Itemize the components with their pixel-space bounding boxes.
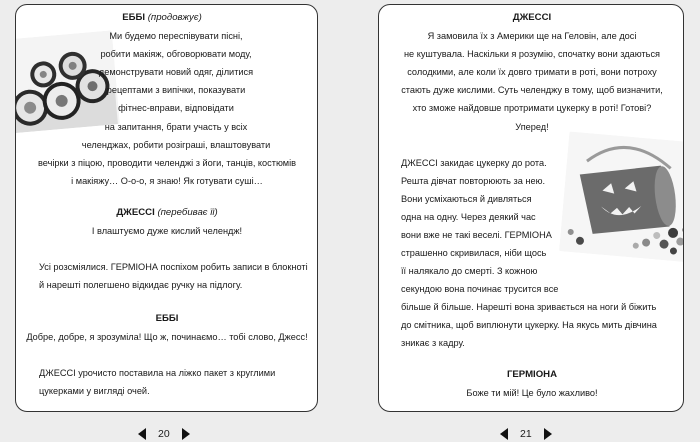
jessie-name: ДЖЕССІ (перебиває її) xyxy=(116,207,218,218)
jessie-line-2: не куштувала. Наскільки я розумію, спочатку вони здаються xyxy=(403,49,661,59)
ebbi-line-7: челенджах, робити розіграші, влаштовувати xyxy=(81,140,271,150)
prev-page-icon[interactable] xyxy=(500,428,508,440)
jessie-name-right: ДЖЕССІ xyxy=(512,12,552,23)
ebbi-line-2: робити макіяж, обговорювати моду, xyxy=(100,49,252,59)
next-page-icon[interactable] xyxy=(544,428,552,440)
hermione-line: Боже ти мій! Це було жахливо! xyxy=(466,388,598,398)
action-right-9: більше й більше. Нарешті вона зривається на ноги й біжить xyxy=(401,302,657,312)
jessie-line-5: хто зможе найдовше протримати цукерку в роті! Готові? xyxy=(412,103,652,113)
next-page-icon[interactable] xyxy=(182,428,190,440)
action-right-4: одна на одну. Через деякий час xyxy=(401,212,536,222)
left-page-nav xyxy=(138,426,190,442)
action-line-2: й нарешті полегшено відкидає ручку на підлогу. xyxy=(39,280,243,290)
ebbi-line-3: демонструвати новий одяг, ділитися xyxy=(98,67,254,77)
action-right-3: Вони усміхаються й дивляться xyxy=(401,194,532,204)
page-number-left: 20 xyxy=(158,428,170,440)
jessie-line-1: Я замовила їх з Америки ще на Геловін, але досі xyxy=(427,31,637,41)
action-right-5: вони вже не такі веселі. ГЕРМІОНА xyxy=(401,230,552,240)
ebbi-name-1: ЕББІ (продовжує) xyxy=(122,12,202,23)
action-right-1: ДЖЕССІ закидає цукерку до рота. xyxy=(401,158,547,168)
right-page-nav xyxy=(500,426,552,442)
action-right-8: секундою вона починає трусится все xyxy=(401,284,559,294)
action-right-7: її налякало до смерті. З кожною xyxy=(401,266,538,276)
ebbi-name-2: ЕББІ xyxy=(155,313,179,324)
sushi-photo xyxy=(15,30,120,133)
jessie-line-6: Уперед! xyxy=(515,122,549,132)
ebbi-line-5: фітнес-вправи, відповідати xyxy=(118,103,234,113)
left-page xyxy=(15,4,318,412)
prev-page-icon[interactable] xyxy=(138,428,146,440)
action-right-6: страшенно скривилася, ніби щось xyxy=(401,248,547,258)
action-right-2: Решта дівчат повторюють за нею. xyxy=(401,176,546,186)
jessie-line-4: стають дуже кислими. Суть челенджу в тому, щоб визначити, xyxy=(401,85,663,95)
page-number-right: 21 xyxy=(520,428,532,440)
ebbi-line-1: Ми будемо переспівувати пісні, xyxy=(109,31,243,41)
action-line-1: Усі розсміялися. ГЕРМІОНА поспіхом робить записи в блокноті xyxy=(39,262,308,272)
ebbi-line-10: Добре, добре, я зрозуміла! Що ж, починаємо… тобі слово, Джесс! xyxy=(26,332,308,342)
right-page xyxy=(378,4,684,412)
ebbi-line-9: і макіяжу… О-о-о, я знаю! Як готувати суші… xyxy=(71,176,263,186)
action2-line-1: ДЖЕССІ урочисто поставила на ліжко пакет з круглими xyxy=(39,368,276,378)
action2-line-2: цукерками у вигляді очей. xyxy=(39,386,150,396)
action-right-10: до смітника, щоб виплюнути цукерку. На якусь мить дівчина xyxy=(401,320,657,330)
candy-bucket-photo xyxy=(559,131,684,262)
ebbi-line-8: вечірки з піцою, проводити челенджі з йоги, танців, костюмів xyxy=(37,158,297,168)
jessie-line: І влаштуємо дуже кислий челендж! xyxy=(91,226,243,236)
jessie-line-3: солодкими, але коли їх довго тримати в роті, вони потроху xyxy=(407,67,657,77)
ebbi-line-4: рецептами з випічки, показувати xyxy=(106,85,246,95)
hermione-name: ГЕРМІОНА xyxy=(506,369,558,380)
action-right-11: зникає з кадру. xyxy=(401,338,465,348)
ebbi-line-6: на запитання, брати участь у всіх xyxy=(104,122,248,132)
